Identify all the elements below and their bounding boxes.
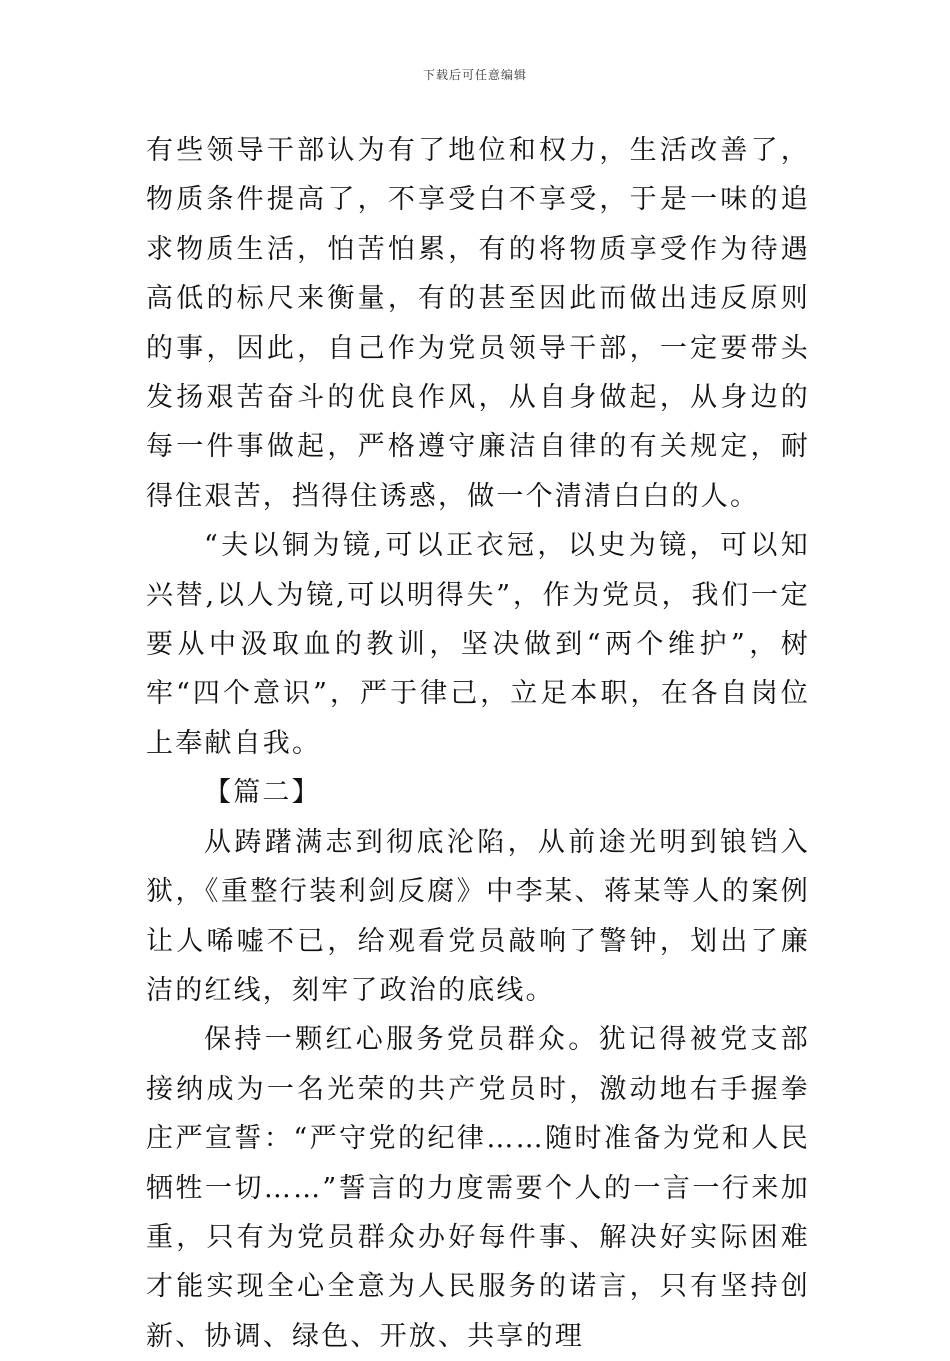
page-header-note: 下载后可任意编辑 bbox=[422, 68, 527, 82]
paragraph: 从踌躇满志到彻底沦陷，从前途光明到锒铛入狱，《重整行装利剑反腐》中李某、蒋某等人的案例让人唏嘘不已，给观看党员敲响了警钟，划出了廉洁的红线，刻牢了政治的底线。 bbox=[146, 826, 810, 1006]
paragraph: “夫以铜为镜,可以正衣冠，以史为镜，可以知兴替,以人为镜,可以明得失”，作为党员，我们一定要从中汲取血的教训，坚决做到“两个维护”，树牢“四个意识”，严于律己，立足本职，在各自岗位上奉献自我。 bbox=[146, 530, 810, 759]
paragraph: 有些领导干部认为有了地位和权力，生活改善了，物质条件提高了，不享受白不享受，于是一味的追求物质生活，怕苦怕累，有的将物质享受作为待遇高低的标尺来衡量，有的甚至因此而做出违反原则的事，因此，自己作为党员领导干部，一定要带头发扬艰苦奋斗的优良作风，从自身做起，从身边的每一件事做起，严格遵守廉洁自律的有关规定，耐得住艰苦，挡得住诱惑，做一个清清白白的人。 bbox=[146, 135, 810, 512]
section-heading: 【篇二】 bbox=[204, 777, 321, 809]
paragraph: 保持一颗红心服务党员群众。犹记得被党支部接纳成为一名光荣的共产党员时，激动地右手握拳庄严宣誓：“严守党的纪律……随时准备为党和人民牺牲一切……”誓言的力度需要个人的一言一行来加重，只有为党员群众办好每件事、解决好实际困难才能实现全心全意为人民服务的诺言，只有坚持创新、协调、绿色、开放、共享的理 bbox=[146, 1024, 810, 1352]
document-body bbox=[146, 126, 810, 1361]
